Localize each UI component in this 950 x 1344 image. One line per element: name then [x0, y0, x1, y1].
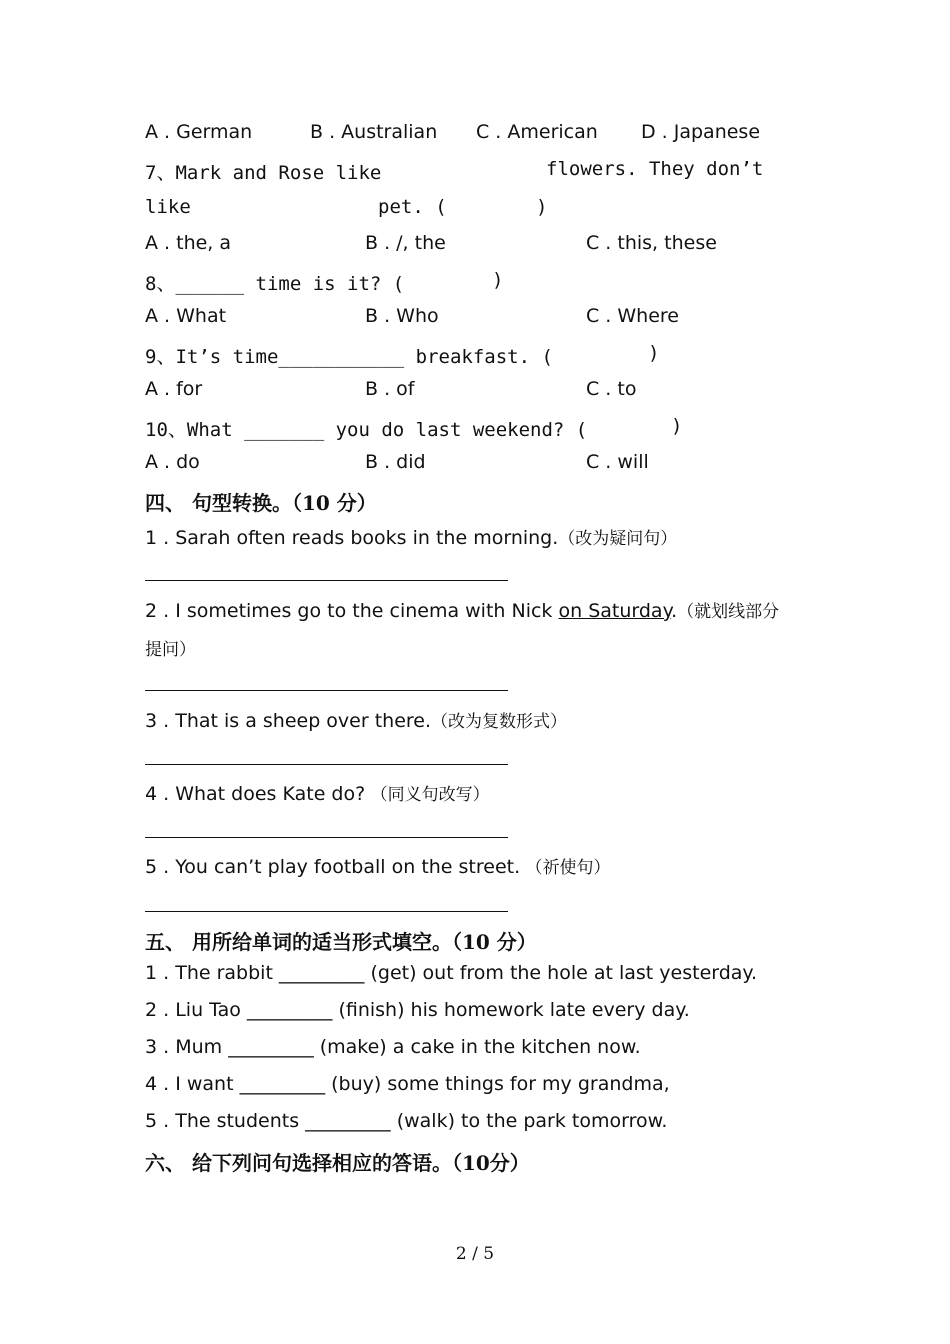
q8-close: ): [492, 269, 504, 291]
s4-item-2-text: 2 . I sometimes go to the cinema with Nick: [145, 600, 559, 622]
q9-text: 9、It’s time___________ breakfast. (: [145, 346, 553, 368]
q10-option-b: B . did: [365, 451, 426, 473]
page-number: 2 / 5: [455, 1244, 495, 1264]
s4-item-5-note: （祈使句）: [520, 858, 611, 878]
s4-item-3: [145, 707, 567, 732]
q7-text-part2: flowers. They don’t: [546, 158, 764, 180]
s5-item-4: 4 . I want _________ (buy) some things for my grandma,: [145, 1073, 670, 1095]
section-6-title: 六、 给下列问句选择相应的答语。（10分）: [145, 1151, 530, 1175]
q9-options: [0, 378, 950, 404]
s4-item-4: [145, 780, 490, 805]
s4-item-2-note: （就划线部分: [677, 602, 780, 622]
q10-question: [145, 415, 587, 442]
q9-option-a: A . for: [145, 378, 203, 400]
s4-item-1-note: （改为疑问句）: [558, 529, 678, 549]
q8-option-c: C . Where: [586, 305, 679, 327]
s5-item-1: 1 . The rabbit _________ (get) out from the hole at last yesterday.: [145, 962, 758, 984]
q10-option-c: C . will: [586, 451, 649, 473]
q7-question-line1: [145, 158, 381, 185]
s5-item-3: 3 . Mum _________ (make) a cake in the kitchen now.: [145, 1036, 641, 1058]
q7-option-c: C . this, these: [586, 232, 717, 254]
q8-question: [145, 269, 404, 296]
q6-option-a: A . German: [145, 121, 253, 143]
q10-text: 10、What _______ you do last weekend? (: [145, 419, 588, 441]
q7-option-a: A . the, a: [145, 232, 232, 254]
q6-option-d: D . Japanese: [641, 121, 761, 143]
q10-options: [0, 451, 950, 477]
q6-options: [0, 121, 950, 147]
section-4-title: 四、 句型转换。（10 分）: [145, 491, 377, 515]
s4-item-4-text: 4 . What does Kate do?: [145, 783, 366, 805]
q7-text-part1: 7、Mark and Rose like: [145, 162, 382, 184]
s4-answer-line-1[interactable]: [145, 580, 508, 581]
q7-question-line2: [145, 196, 191, 218]
q7-text-part3: like: [145, 196, 191, 218]
q7-options: [0, 232, 950, 258]
s4-item-5-text: 5 . You can’t play football on the street.: [145, 856, 521, 878]
q7-text-part5: ): [536, 196, 548, 218]
q6-option-b: B . Australian: [310, 121, 438, 143]
s4-answer-line-3[interactable]: [145, 764, 508, 765]
q9-question: [145, 342, 553, 369]
s4-item-4-note: （同义句改写）: [365, 785, 490, 805]
s4-item-2-underlined: on Saturday: [558, 600, 672, 622]
q7-question-line2-b: [378, 196, 447, 218]
section-5-title: 五、 用所给单词的适当形式填空。（10 分）: [145, 930, 537, 954]
s4-item-3-text: 3 . That is a sheep over there.: [145, 710, 432, 732]
s4-answer-line-5[interactable]: [145, 911, 508, 912]
q7-option-b: B . /, the: [365, 232, 446, 254]
q8-options: [0, 305, 950, 331]
q8-option-a: A . What: [145, 305, 227, 327]
q7-text-part4: pet. (: [378, 196, 447, 218]
s4-item-2: [145, 597, 779, 622]
q10-close: ): [671, 415, 683, 437]
s4-item-1: [145, 524, 677, 549]
s4-item-3-note: （改为复数形式）: [431, 712, 568, 732]
q9-option-b: B . of: [365, 378, 415, 400]
s5-item-2: 2 . Liu Tao _________ (finish) his homework late every day.: [145, 999, 690, 1021]
q9-option-c: C . to: [586, 378, 637, 400]
s4-answer-line-2[interactable]: [145, 690, 508, 691]
s4-item-5: [145, 853, 611, 878]
q7-question-line1-b: [546, 158, 763, 180]
q10-option-a: A . do: [145, 451, 200, 473]
s4-item-1-text: 1 . Sarah often reads books in the morning.: [145, 527, 559, 549]
q6-option-c: C . American: [476, 121, 598, 143]
s4-answer-line-4[interactable]: [145, 837, 508, 838]
q7-question-line2-c: [536, 196, 547, 218]
q9-close: ): [648, 342, 660, 364]
q8-text: 8、______ time is it? (: [145, 273, 405, 295]
q8-option-b: B . Who: [365, 305, 439, 327]
s5-item-5: 5 . The students _________ (walk) to the park tomorrow.: [145, 1110, 668, 1132]
s4-item-2-note-line2: 提问）: [145, 640, 196, 660]
s4-item-2-after: .: [671, 600, 678, 622]
